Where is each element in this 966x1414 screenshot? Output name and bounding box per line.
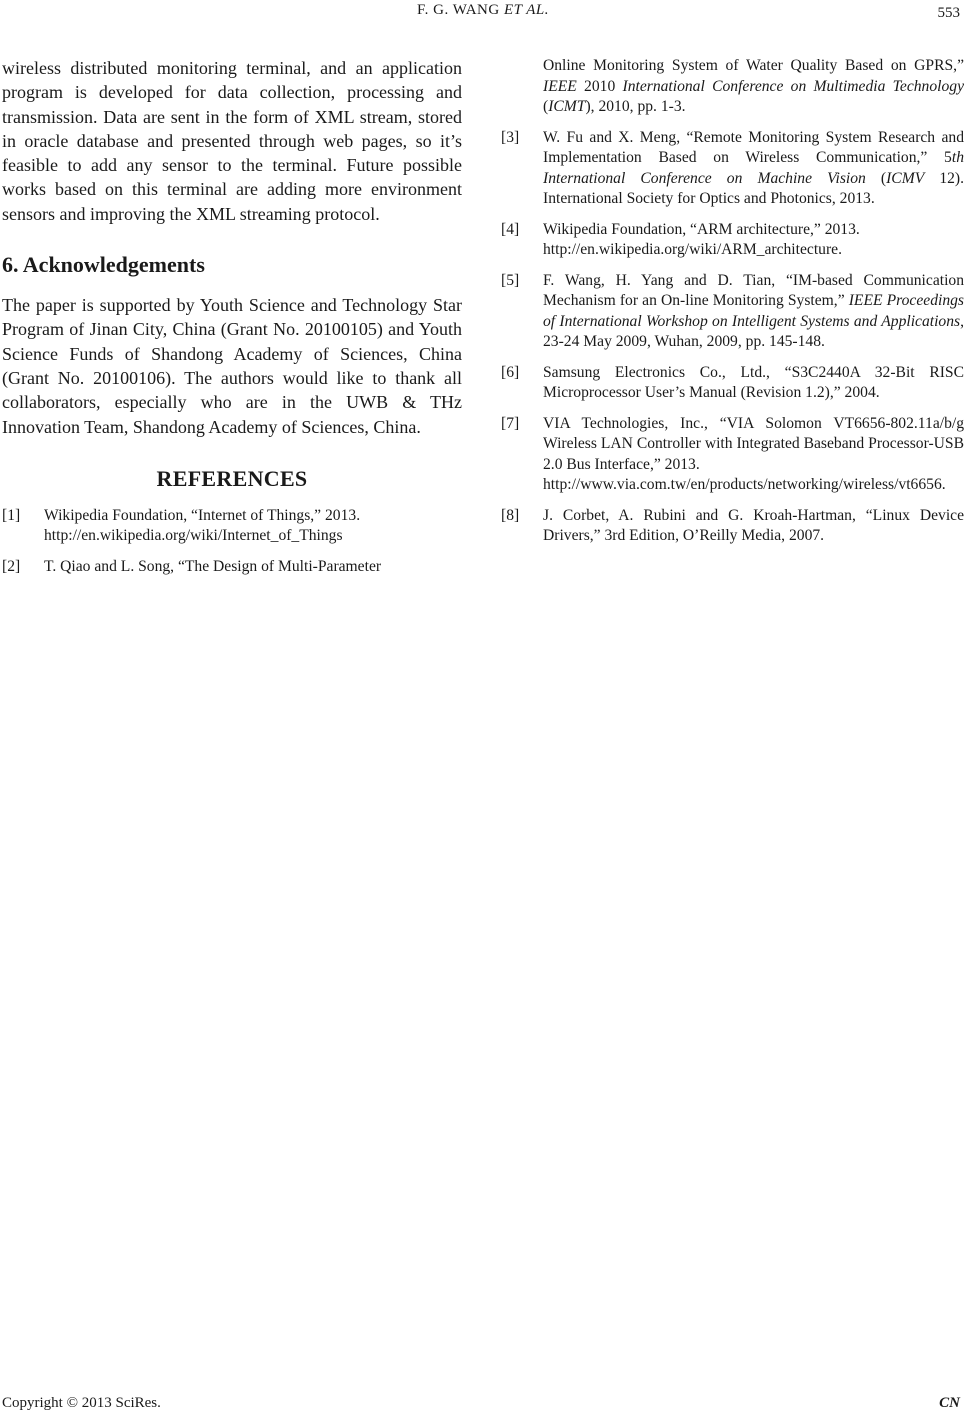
footer-copyright: Copyright © 2013 SciRes. xyxy=(2,1395,161,1411)
acknowledgements-heading: 6. Acknowledgements xyxy=(2,252,205,278)
reference-text: VIA Technologies, Inc., “VIA Solomon VT6656-802.11a/b/g Wireless LAN Controller with Integrated Baseband Processor-USB 2.0 Bus Interface,” 2013. xyxy=(543,414,964,473)
reference-number: [8] xyxy=(501,506,520,524)
reference-text: , 23-24 May 2009, Wuhan, 2009, pp. 145-148. xyxy=(543,312,964,350)
reference-url[interactable]: http://en.wikipedia.org/wiki/ARM_architecture. xyxy=(543,241,842,258)
reference-text: T. Qiao and L. Song, “The Design of Multi-Parameter xyxy=(44,557,382,575)
reference-text: 2010 xyxy=(576,77,623,95)
reference-4 xyxy=(501,220,964,261)
reference-text: J. Corbet, A. Rubini and G. Kroah-Hartman, “Linux Device Drivers,” 3rd Edition, O’Reilly Media, 2007. xyxy=(543,506,964,544)
conclusion-paragraph: wireless distributed monitoring terminal, and an application program is developed for data collection, processing and transmission. Data are sent in the form of XML stream, stored in oracle database and presented through web pages, so it’s feasible to add any sensor to the terminal. Future possible works based on this terminal are adding more environment sensors and improving the XML streaming protocol. xyxy=(2,58,462,224)
reference-7 xyxy=(501,414,964,496)
reference-text: Online Monitoring System of Water Quality Based on GPRS,” xyxy=(543,57,964,74)
reference-1 xyxy=(2,506,462,547)
reference-text: ( xyxy=(865,169,887,187)
reference-text: F. Wang, H. Yang and D. Tian, “IM-based Communication Mechanism for an On-line Monitoring System,” xyxy=(543,271,964,309)
reference-6 xyxy=(501,363,964,404)
footer-journal: CN xyxy=(939,1395,960,1411)
reference-2-start xyxy=(2,557,462,578)
header-author: F. G. WANG xyxy=(417,2,500,18)
reference-number: [3] xyxy=(501,128,520,146)
reference-text-italic: ICMT xyxy=(548,98,586,115)
reference-text: Wikipedia Foundation, “Internet of Things,” 2013. xyxy=(44,506,361,524)
reference-number: [1] xyxy=(2,506,21,524)
reference-number: [4] xyxy=(501,220,520,238)
reference-5 xyxy=(501,271,964,353)
reference-3 xyxy=(501,128,964,210)
reference-text-italic: International Conference on Multimedia Technology xyxy=(622,77,964,95)
running-header xyxy=(0,0,966,20)
reference-text-italic: IEEE Proceedings of International Workshop on Intelligent Systems and Applications xyxy=(543,292,964,330)
left-column xyxy=(2,56,462,587)
reference-url[interactable]: http://en.wikipedia.org/wiki/Internet_of_Things xyxy=(44,527,343,545)
reference-text-italic: IEEE xyxy=(543,77,577,95)
reference-text-italic: th International Conference on Machine Vision xyxy=(543,149,964,187)
reference-number: [2] xyxy=(2,557,21,575)
reference-text: ( xyxy=(543,98,549,115)
reference-2-continued xyxy=(501,56,964,118)
references-heading: REFERENCES xyxy=(156,465,308,491)
reference-8 xyxy=(501,506,964,547)
reference-url[interactable]: http://www.via.com.tw/en/products/networking/wireless/vt6656. xyxy=(543,476,946,493)
header-et-al: ET AL. xyxy=(503,2,549,18)
acknowledgements-paragraph: The paper is supported by Youth Science and Technology Star Program of Jinan City, China (Grant No. 20100105) and Youth Science Funds of Shandong Academy of Sciences, China (Grant No. 20100106). The authors would like to thank all collaborators, especially who are in the UWB & THz Innovation Team, Shandong Academy of Sciences, China. xyxy=(2,295,462,437)
reference-text: 12). International Society for Optics and Photonics, 2013. xyxy=(543,169,964,207)
reference-text-italic: ICMV xyxy=(886,169,925,187)
reference-text: W. Fu and X. Meng, “Remote Monitoring System Research and Implementation Based on Wireless Communication,” 5 xyxy=(543,128,964,166)
reference-number: [7] xyxy=(501,414,520,432)
reference-number: [5] xyxy=(501,271,520,289)
reference-number: [6] xyxy=(501,363,520,381)
reference-text: Wikipedia Foundation, “ARM architecture,” 2013. xyxy=(543,220,860,238)
reference-text: ), 2010, pp. 1-3. xyxy=(585,98,686,115)
reference-text: Samsung Electronics Co., Ltd., “S3C2440A 32-Bit RISC Microprocessor User’s Manual (Revision 1.2),” 2004. xyxy=(543,363,964,401)
page-number: 553 xyxy=(937,5,960,21)
right-column xyxy=(501,56,964,557)
